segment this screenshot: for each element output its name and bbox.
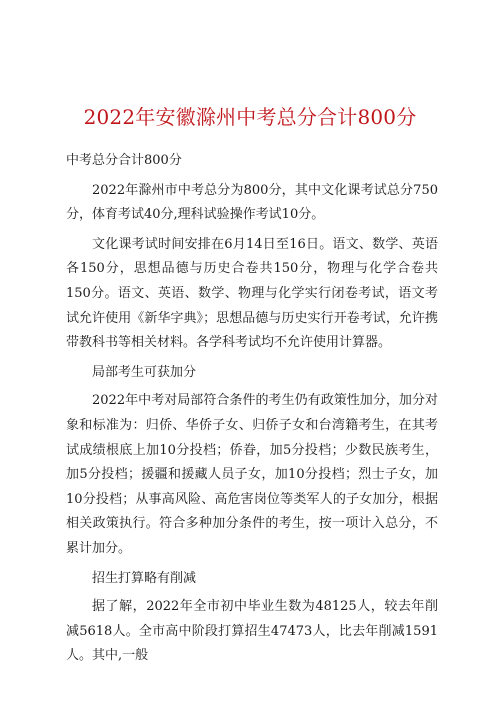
- document-body: [66, 149, 438, 674]
- paragraph-exam-schedule: 文化课考试时间安排在6月14日至16日。语文、数学、英语各150分，思想品德与历史合卷共150分，物理与化学合卷共150分。语文、英语、数学、物理与化学实行闭卷考试，语文考试允许使用《新华字典》；思想品德与历史实行开卷考试，允许携带教科书等相关材料。各学科考试均不允许使用计算器。: [66, 236, 438, 351]
- section-heading-enrollment: 招生打算略有削减: [92, 570, 197, 586]
- section-subtitle: 中考总分合计800分: [66, 153, 182, 168]
- document-title: 2022年安徽滁州中考总分合计800分: [83, 105, 417, 129]
- paragraph-enrollment: 据了解，2022年全市初中毕业生数为48125人，较去年削减5618人。全市高中阶段打算招生47473人，比去年削减1591人。其中,一般: [66, 599, 438, 664]
- section-heading-bonus: 局部考生可获加分: [92, 364, 197, 380]
- paragraph-bonus-points: 2022年中考对局部符合条件的考生仍有政策性加分，加分对象和标准为：归侨、华侨子女、归侨子女和台湾籍考生，在其考试成绩根底上加10分投档；侨眷，加5分投档；少数民族考生，加5分投档；援疆和援藏人员子女，加10分投档；烈士子女，加10分投档；从事高风险、高危害岗位等类军人的子女加分，根据相关政策执行。符合多种加分条件的考生，按一项计入总分，不累计加分。: [66, 393, 438, 556]
- paragraph-score-total: 2022年滁州市中考总分为800分，其中文化课考试总分750分，体育考试40分,理科试验操作考试10分。: [66, 182, 438, 223]
